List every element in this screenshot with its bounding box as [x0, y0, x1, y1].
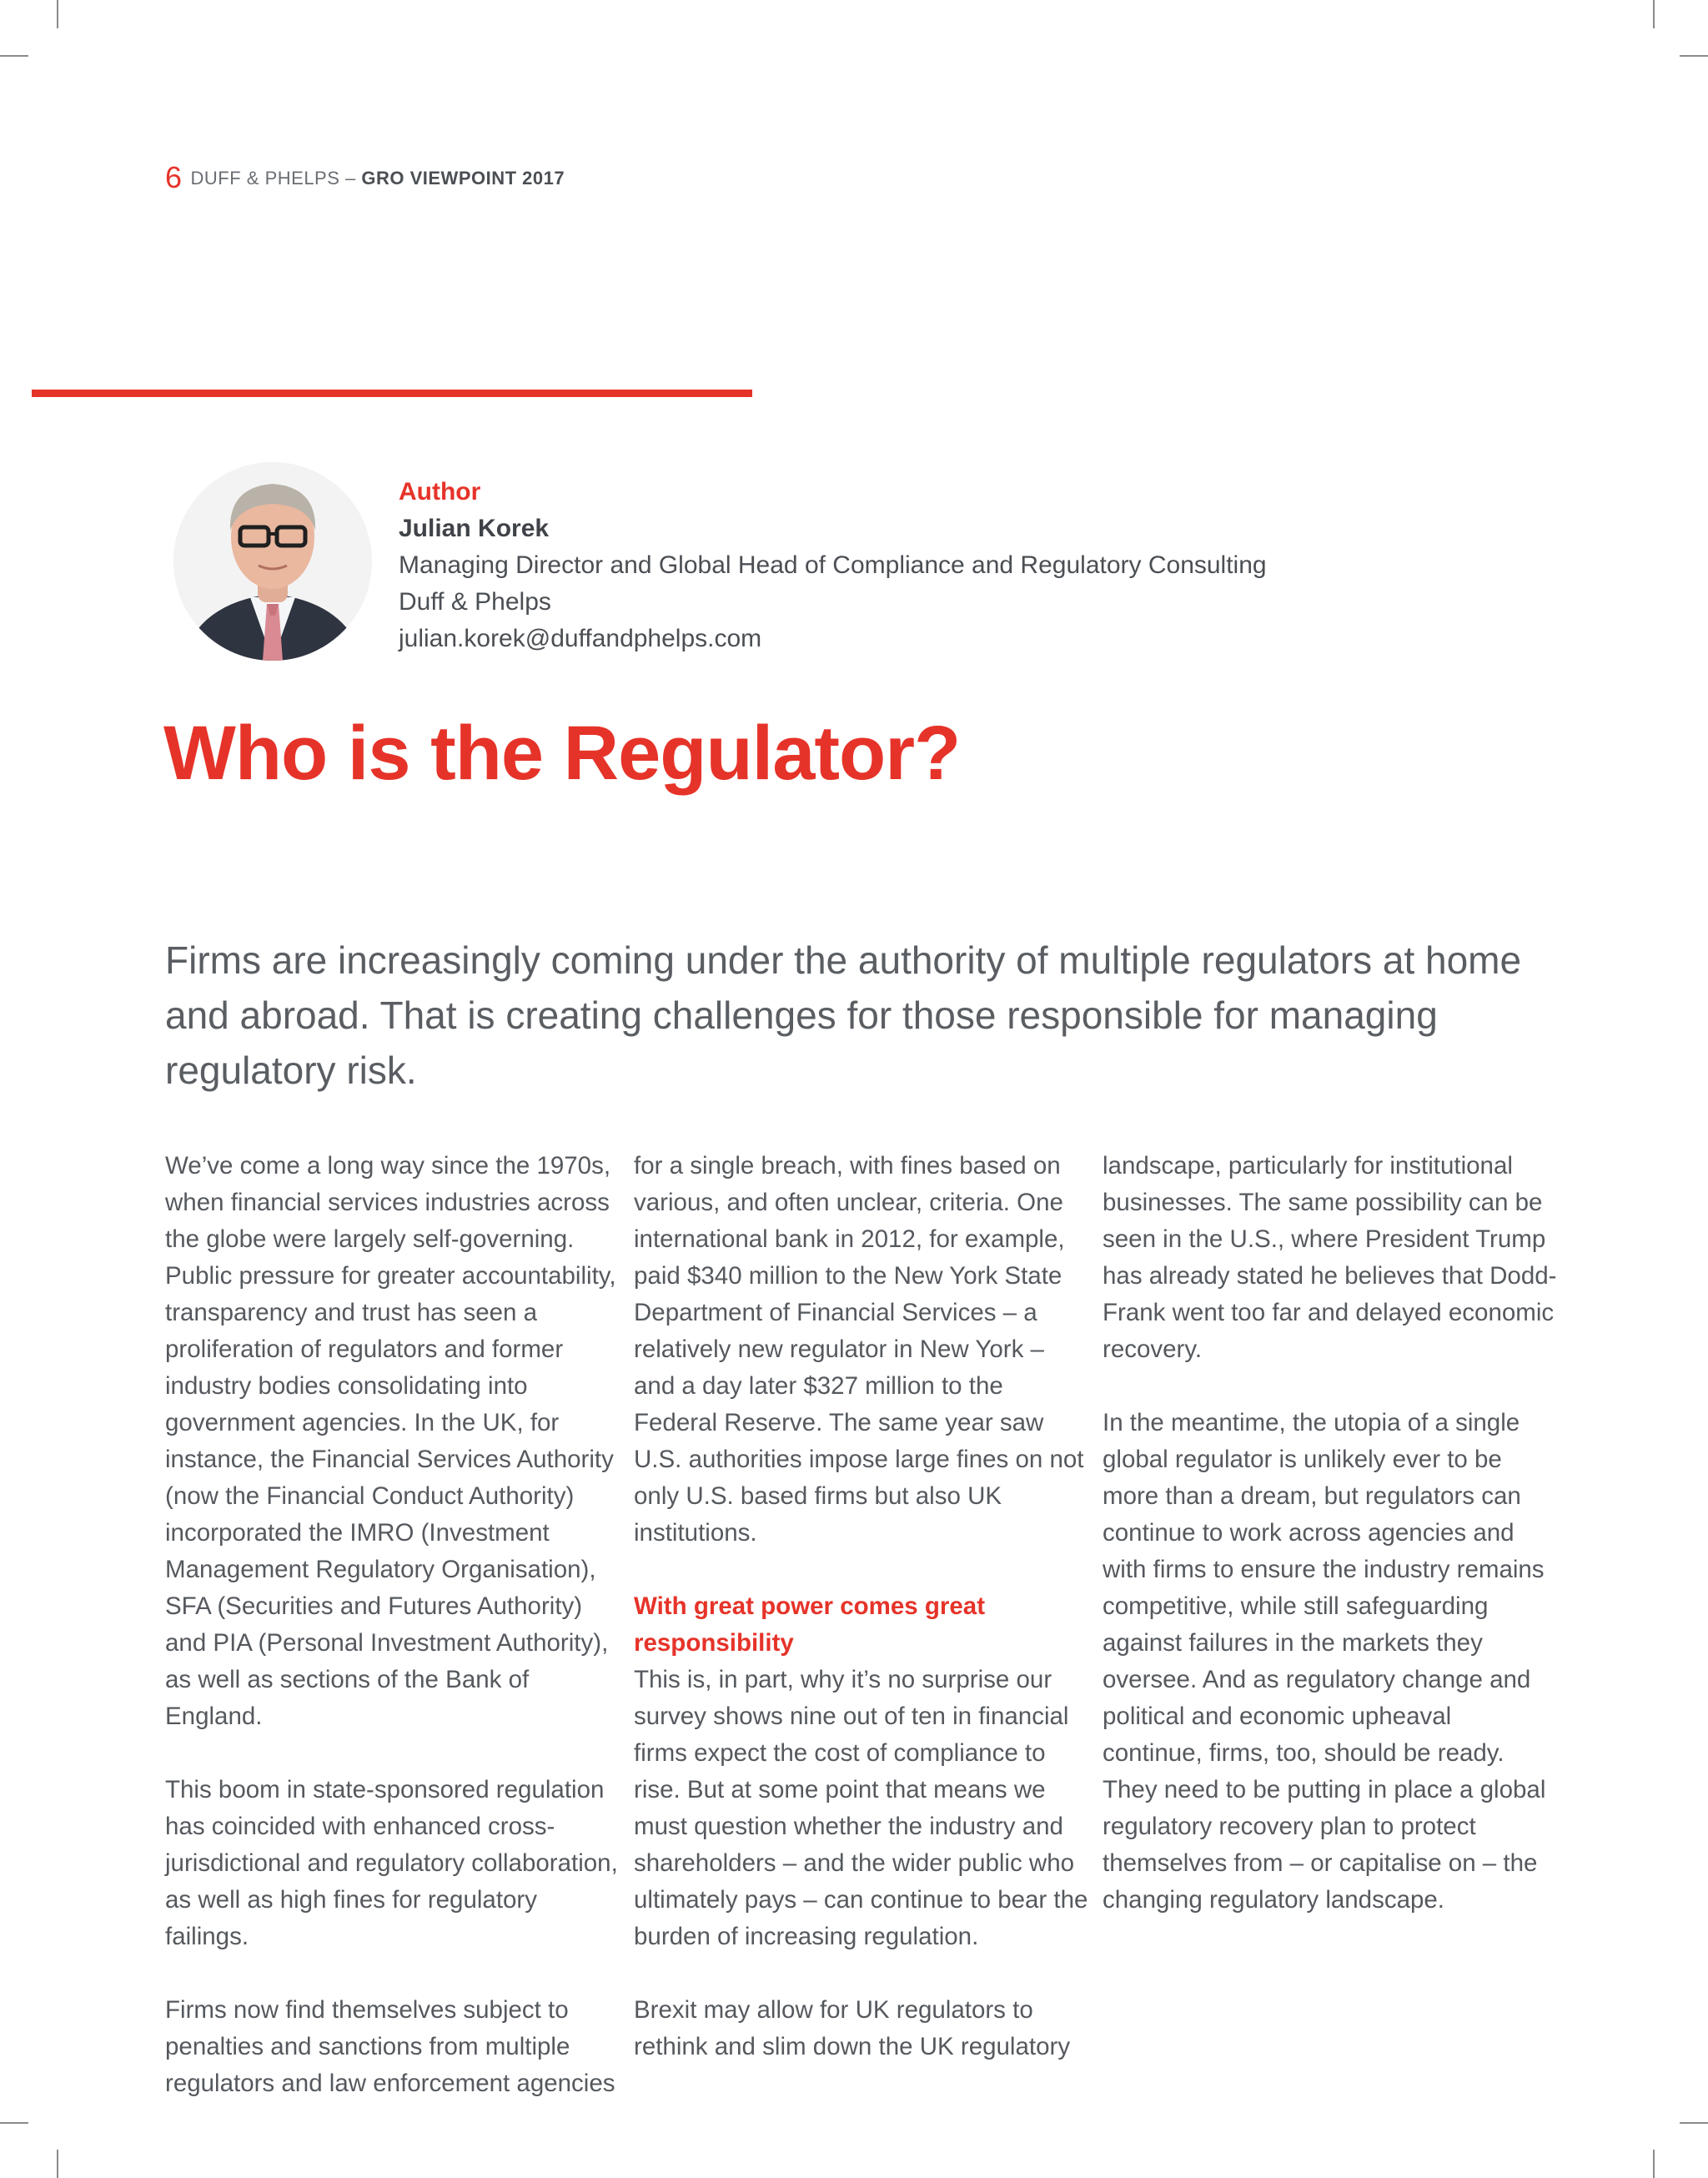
red-divider-rule [32, 390, 752, 397]
body-column-3 [1103, 1148, 1557, 1919]
author-name: Julian Korek [399, 515, 550, 542]
page-title: Who is the Regulator? [163, 711, 961, 796]
running-header [165, 160, 565, 195]
crop-mark [57, 0, 58, 28]
body-paragraph: landscape, particularly for institutional businesses. The same possibility can be seen in the U.S., where President Trump has already stated he believes that Dodd-Frank went too far and delayed economic recovery. [1103, 1152, 1557, 1363]
author-role: Managing Director and Global Head of Compliance and Regulatory Consulting [399, 551, 1267, 579]
body-paragraph: for a single breach, with fines based on various, and often unclear, criteria. One international bank in 2012, for example, paid $340 million to the New York State Department of Financial Services – a relatively new regulator in New York – and a day later $327 million to the Federal Reserve. The same year saw U.S. authorities impose large fines on not only U.S. based firms but also UK institutions. [634, 1152, 1084, 1547]
crop-mark [0, 2122, 28, 2124]
publication-name: GRO VIEWPOINT 2017 [361, 168, 565, 189]
crop-mark [1680, 2122, 1708, 2124]
body-column-1 [165, 1148, 620, 2102]
section-subhead: With great power comes great responsibility [634, 1592, 986, 1657]
crop-mark [0, 55, 28, 57]
author-label: Author [399, 478, 481, 506]
body-paragraph: Firms now find themselves subject to penalties and sanctions from multiple regulators and law enforcement agencies [165, 1996, 615, 2097]
author-company: Duff & Phelps [399, 588, 551, 616]
page-number: 6 [165, 160, 183, 194]
crop-mark [1653, 2150, 1655, 2178]
body-paragraph: In the meantime, the utopia of a single global regulator is unlikely ever to be more than a dream, but regulators can continue to work across agencies and with firms to ensure the industry remains competitive, while still safeguarding against failures in the markets they oversee. And as regulatory change and political and economic upheaval continue, firms, too, should be ready. They need to be putting in place a global regulatory recovery plan to protect themselves from – or capitalise on – the changing regulatory landscape. [1103, 1409, 1546, 1914]
author-email: julian.korek@duffandphelps.com [399, 625, 762, 652]
body-paragraph: This is, in part, why it’s no surprise our survey shows nine out of ten in financial firms expect the cost of compliance to rise. But at some point that means we must question whether the industry and shareholders – and the wider public who ultimately pays – can continue to bear the burden of increasing regulation. [634, 1666, 1088, 1950]
body-paragraph: We’ve come a long way since the 1970s, when financial services industries across the globe were largely self-governing. Public pressure for greater accountability, transparency and trust has seen a proliferation of regulators and former industry bodies consolidating into government agencies. In the UK, for instance, the Financial Services Authority (now the Financial Conduct Authority) incorporated the IMRO (Investment Management Regulatory Organisation), SFA (Securities and Futures Authority) and PIA (Personal Investment Authority), as well as sections of the Bank of England. [165, 1152, 616, 1730]
body-column-2 [634, 1148, 1088, 2065]
crop-mark [1653, 0, 1655, 28]
brand-name: DUFF & PHELPS – [190, 168, 362, 189]
author-info [399, 474, 1267, 657]
body-paragraph: This boom in state-sponsored regulation has coincided with enhanced cross-jurisdictional and regulatory collaboration, as well as high fines for regulatory failings. [165, 1776, 618, 1950]
author-portrait-icon [173, 462, 372, 661]
standfirst: Firms are increasingly coming under the authority of multiple regulators at home and abroad. That is creating challenges for those responsible for managing regulatory risk. [165, 938, 1522, 1092]
crop-mark [1680, 55, 1708, 57]
body-paragraph: Brexit may allow for UK regulators to rethink and slim down the UK regulatory [634, 1996, 1071, 2060]
crop-mark [57, 2150, 58, 2178]
